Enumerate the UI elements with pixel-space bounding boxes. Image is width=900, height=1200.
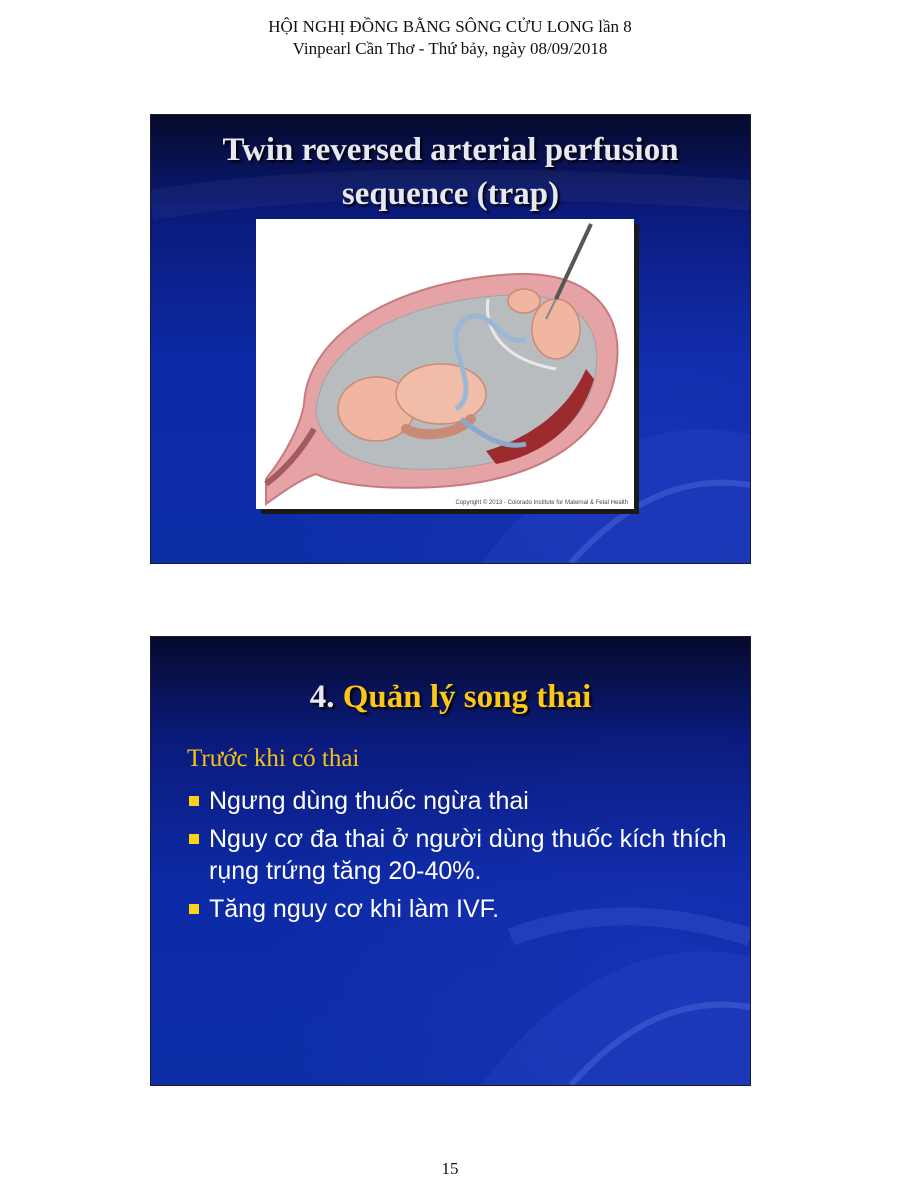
section-heading: Trước khi có thai xyxy=(187,745,360,772)
bullet-item xyxy=(187,823,727,887)
bullet-list xyxy=(187,785,727,931)
slide-2-title-text: Quản lý song thai xyxy=(342,679,592,715)
slide-2 xyxy=(150,636,751,1086)
illustration-copyright: Copyright © 2013 - Colorado Institute for Maternal & Fetal Health xyxy=(455,500,628,506)
bullet-text: Ngưng dùng thuốc ngừa thai xyxy=(209,787,529,815)
slide-2-title-number: 4. xyxy=(309,679,335,715)
slide-1-title-line-1: Twin reversed arterial perfusion xyxy=(222,132,679,168)
twin-pregnancy-illustration xyxy=(256,219,634,509)
page-number: 15 xyxy=(441,1159,459,1178)
bullet-text: Tăng nguy cơ khi làm IVF. xyxy=(209,895,500,923)
document-header xyxy=(0,16,900,60)
slide-1-title xyxy=(151,128,750,216)
header-line-2: Vinpearl Cần Thơ - Thứ bảy, ngày 08/09/2018 xyxy=(292,39,608,58)
square-bullet-icon xyxy=(189,904,199,914)
slide-1 xyxy=(150,114,751,564)
slide-1-title-line-2: sequence (trap) xyxy=(341,176,560,212)
header-line-1: HỘI NGHỊ ĐỒNG BẰNG SÔNG CỬU LONG lần 8 xyxy=(268,17,632,36)
bullet-item xyxy=(187,893,727,925)
slide-2-title xyxy=(151,675,750,719)
square-bullet-icon xyxy=(189,796,199,806)
square-bullet-icon xyxy=(189,834,199,844)
bullet-item xyxy=(187,785,727,817)
bullet-text: Nguy cơ đa thai ở người dùng thuốc kích thích rụng trứng tăng 20-40%. xyxy=(209,825,727,885)
